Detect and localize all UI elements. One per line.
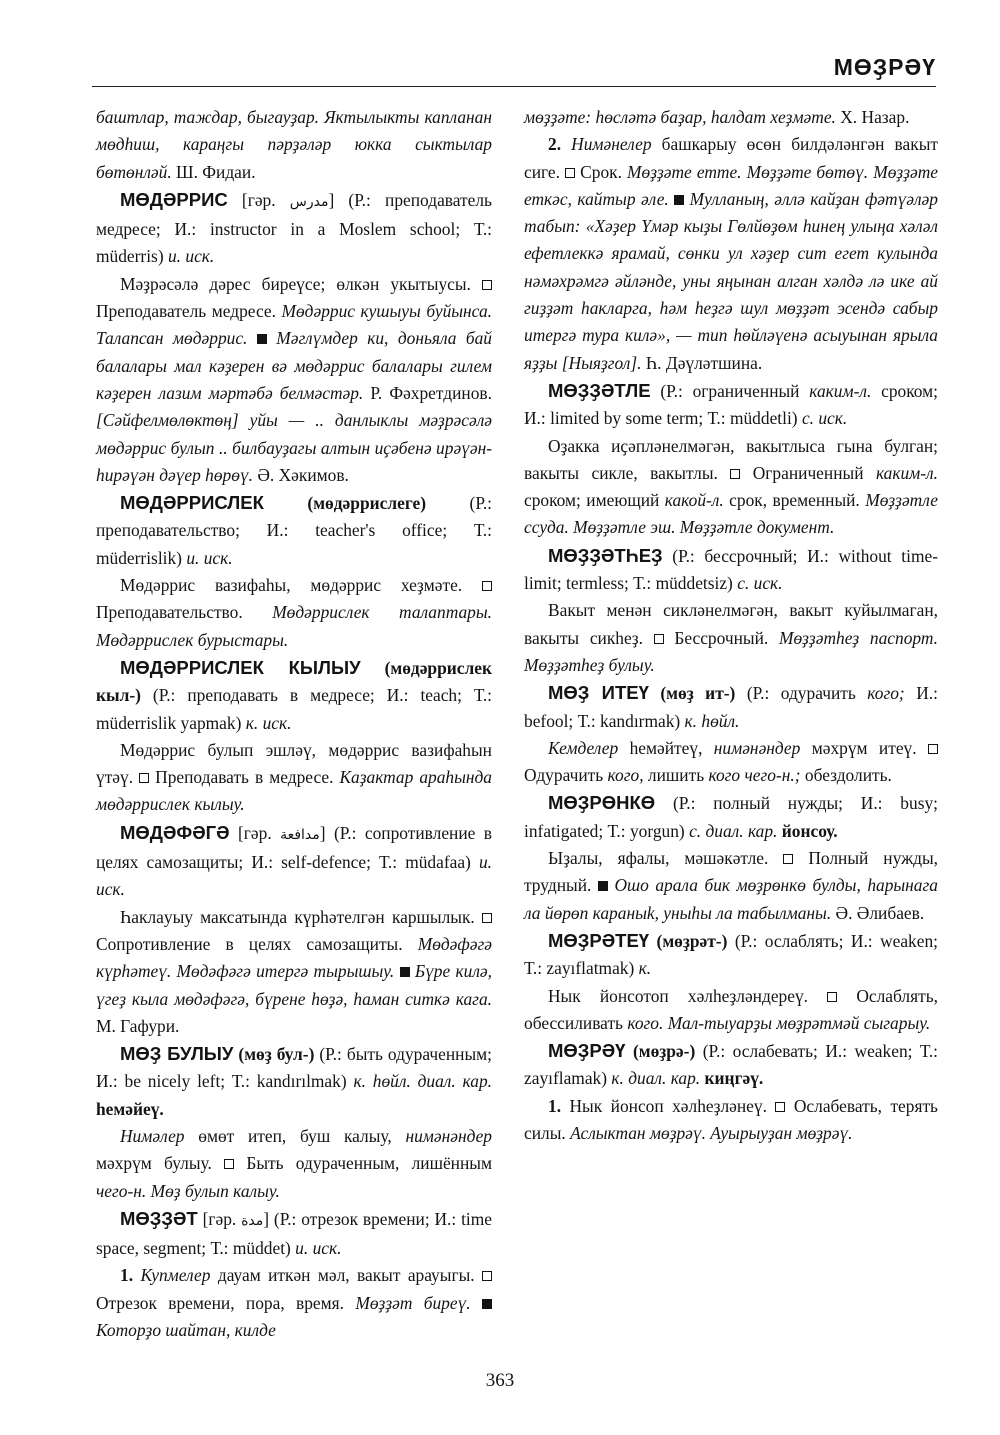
text-run: [гәр. bbox=[237, 822, 272, 843]
text-run: Ш. Фидаи. bbox=[176, 161, 256, 182]
text-run: Ә. Хәкимов. bbox=[257, 464, 349, 485]
text-run: и. иск. bbox=[167, 246, 215, 267]
text-run: ] (Р.: преподаватель медресе; И.: instructor in a Moslem school; Т.: müderris) bbox=[96, 189, 492, 267]
text-run: 2. bbox=[548, 134, 562, 155]
text-run: Быть одураченным, лишённым bbox=[246, 1153, 492, 1174]
headword: МӨДӘФӘГӘ bbox=[120, 821, 230, 843]
text-run: кого чего-н.; bbox=[708, 765, 801, 786]
text-run: өмөт итеп, буш калыу, bbox=[198, 1125, 392, 1146]
headword: МӨҘҘӘТ bbox=[120, 1207, 198, 1229]
headword: МӨҘҘӘТЛЕ bbox=[548, 379, 651, 401]
entry-mozzat bbox=[96, 1205, 492, 1263]
headword: МӨҘРӘҮ bbox=[548, 1040, 626, 1062]
text-run: (мөҙрә-) bbox=[632, 1041, 696, 1062]
definition bbox=[524, 845, 938, 927]
header-rule bbox=[92, 86, 936, 87]
square-marker-icon bbox=[482, 913, 492, 923]
text-run: Одурачить bbox=[524, 765, 604, 786]
entry-mudarrislek-kylyu bbox=[96, 654, 492, 737]
text-run: йонсоу. bbox=[781, 820, 838, 841]
text-run: Кемделер bbox=[548, 737, 619, 758]
text-run: Мәглүмдер ки, доньяла бай балалары мал кәҙерен вә мөдәррис балалары гилем кәҙерен лазим мәртәбә белмәстәр. bbox=[96, 328, 492, 403]
text-run: (Р.: полный нужды; И.: busy; infatigated; Т.: yorgun) bbox=[524, 793, 938, 841]
entry-mudarrislek bbox=[96, 489, 492, 572]
definition bbox=[96, 271, 492, 489]
arabic-etymon: مدافعة bbox=[280, 826, 320, 843]
text-run: Мөдәфәгә күрһәтеү. Мөдәфәгә итергә тырышыу. bbox=[96, 933, 492, 982]
text-run: Мөҙ булып калыу. bbox=[150, 1180, 280, 1201]
text-run: (Р.: ограниченный bbox=[660, 380, 800, 401]
text-run: срок, временный. bbox=[729, 490, 860, 511]
square-marker-icon bbox=[783, 854, 793, 864]
square-marker-icon bbox=[928, 744, 938, 754]
text-run: дауам иткән мәл, вакыт арауыгы. bbox=[217, 1265, 475, 1286]
definition bbox=[524, 597, 938, 679]
text-run: кого, bbox=[607, 765, 644, 786]
text-run: с. диал. кар. bbox=[689, 820, 778, 841]
definition bbox=[96, 1262, 492, 1344]
headword: МӨҘРӨНКӨ bbox=[548, 792, 656, 814]
entry-mudarris bbox=[96, 186, 492, 271]
headword: МӨҘРӘТЕҮ bbox=[548, 929, 650, 951]
entry-mozrau bbox=[524, 1037, 938, 1093]
entry-moz-iteu bbox=[524, 679, 938, 735]
text-run: Ә. Әлибаев. bbox=[835, 902, 925, 923]
text-run: Ыҙалы, яфалы, мәшәкәтле. bbox=[548, 848, 769, 869]
text-run: кого; bbox=[867, 683, 905, 704]
entry-mozzatle bbox=[524, 377, 938, 433]
text-run: Ослабевать, терять силы. bbox=[524, 1095, 938, 1143]
text-run: (мөҙ бул-) bbox=[238, 1044, 315, 1065]
text-run: Нык йонсоп хәлһеҙләнеү. bbox=[569, 1095, 767, 1116]
text-run: к. һөйл. bbox=[684, 710, 740, 731]
definition bbox=[96, 1123, 492, 1205]
text-run: Мәҙрәсәлә дәрес биреүсе; өлкән укытыусы. bbox=[120, 273, 471, 294]
entry-mudafaga bbox=[96, 819, 492, 904]
text-run: 1. bbox=[548, 1095, 562, 1116]
text-run: (Р.: ослабевать; И.: weaken; Т.: zayıflamak) bbox=[524, 1041, 938, 1089]
text-run: Каҙактар араһында мөдәррислек кылыу. bbox=[96, 767, 493, 815]
text-run: Мал-тыуарҙы мөҙрәтмәй сыгарыу. bbox=[667, 1012, 931, 1033]
definition bbox=[524, 131, 938, 377]
square-marker-icon bbox=[482, 581, 492, 591]
entry-mozrateu bbox=[524, 927, 938, 983]
headword: МӨДӘРРИС bbox=[120, 188, 228, 210]
text-run: каким-л. bbox=[875, 462, 938, 483]
text-run: Мөдәррис булып эшләү, мөдәррис вазифаһын үтәү. bbox=[96, 739, 492, 788]
text-run: к. диал. кар. bbox=[611, 1068, 701, 1089]
arabic-etymon: مدرس bbox=[289, 193, 329, 210]
text-run: мәхрүм булыу. bbox=[96, 1153, 212, 1174]
text-run: Һаклаyыу максатында күрһәтелгән каршылык. bbox=[120, 906, 475, 927]
text-run: Бессрочный. bbox=[674, 627, 769, 648]
text-run: сроком; И.: limited by some term; Т.: müddetli) bbox=[524, 380, 938, 429]
definition bbox=[96, 904, 492, 1040]
text-run: (мөдәррислек кыл-) bbox=[96, 657, 492, 706]
text-run: (мөҙ ит-) bbox=[660, 683, 736, 704]
text-run: Нимәлер bbox=[120, 1125, 185, 1146]
text-run: ] (Р.: отрезок времени; И.: time space, segment; Т.: müddet) bbox=[96, 1208, 492, 1259]
running-header: МӨҘРӘҮ bbox=[833, 54, 936, 80]
text-run: баштлар, таждар, быгауҙар. Яктылыкты капланан мөдһиш, караңгы пәрҙәләр юкка сыктылар бөтөнләй. bbox=[96, 107, 492, 182]
definition bbox=[524, 433, 938, 542]
text-run: киңгәү. bbox=[704, 1068, 764, 1089]
black-square-icon bbox=[482, 1299, 492, 1309]
square-marker-icon bbox=[775, 1102, 785, 1112]
text-run: (мөҙрәт-) bbox=[656, 930, 728, 951]
text-run: Х. Назар. bbox=[840, 107, 910, 127]
text-run: И.: befool; Т.: kandırmak) bbox=[524, 683, 938, 731]
text-run: башкарыу өсөн билдәләнгән вакыт сиге. bbox=[524, 134, 938, 182]
text-run: Мөҙҙәтһеҙ паспорт. Мөҙҙәтһеҙ булыу. bbox=[524, 627, 938, 675]
text-run: Ошо арала бик мөҙрөнкө булды, һарынага ла йөрөп караныk, уныһы ла табылманы. bbox=[524, 875, 938, 923]
headword: МӨҘ ИТЕҮ bbox=[548, 682, 649, 704]
text-run: [гәр. bbox=[202, 1208, 237, 1229]
text-run: Полный нужды, трудный. bbox=[524, 848, 938, 896]
left-column bbox=[96, 104, 492, 1344]
text-run: с. иск. bbox=[737, 573, 783, 594]
text-run: и. иск. bbox=[186, 547, 233, 568]
square-marker-icon bbox=[139, 773, 149, 783]
text-run: (мөдәррислеге) bbox=[307, 493, 427, 514]
text-run: к. иск. bbox=[245, 712, 292, 733]
text-run: Ослаблять, обессиливать bbox=[524, 985, 938, 1033]
black-square-icon bbox=[598, 881, 608, 891]
page-number: 363 bbox=[485, 1370, 515, 1391]
text-run: (Р.: быть одураченным; И.: be nicely left; Т.: kandırılmak) bbox=[96, 1044, 492, 1092]
text-run: [гәр. bbox=[241, 189, 276, 210]
text-run: 1. bbox=[120, 1265, 134, 1286]
text-run: Вакыт менән сикләнелмәгән, вакыт куйылмаган, вакыты сикһеҙ. bbox=[524, 600, 938, 648]
text-run: и. иск. bbox=[295, 1238, 342, 1259]
text-run: Купмелер bbox=[140, 1265, 211, 1286]
arabic-etymon: مدة bbox=[241, 1212, 264, 1229]
entry-mozzathez bbox=[524, 542, 938, 598]
text-run: какой-л. bbox=[664, 490, 724, 511]
text-run: к. bbox=[638, 958, 652, 979]
square-marker-icon bbox=[224, 1159, 234, 1169]
text-run: Нык йонсотоп хәлһеҙләндереү. bbox=[548, 985, 808, 1006]
text-run: нимәнәндер bbox=[405, 1125, 492, 1146]
text-run: сроком; имеющий bbox=[524, 490, 660, 511]
continued-quote bbox=[524, 104, 938, 131]
text-run: мөҙҙәте: һөсләтә баҙар, һалдат хеҙмәте. bbox=[524, 107, 836, 127]
text-run: Мөдәррис кушыуы буйынса. Талапсан мөдәррис. bbox=[96, 301, 492, 349]
text-run: Преподаватель медресе. bbox=[96, 301, 276, 322]
square-marker-icon bbox=[565, 168, 575, 178]
headword: МӨДӘРРИСЛЕК bbox=[120, 492, 264, 514]
square-marker-icon bbox=[730, 469, 740, 479]
black-square-icon bbox=[257, 334, 267, 344]
text-run: М. Гафури. bbox=[96, 1015, 180, 1036]
text-run: Мулланың, әллә кайҙан фәтүәләр табып: «Хәҙер Үмәр кыҙы Гөлйөҙөм һинең улыңа хәләл ефетлеккә ярамай, сөнки ул хәҙер сит егет кулында нәмәхрәмгә әйләнде, уны яңынан алган хәлдә лә ике ай гиҙҙәт һакларга, һәм һеҙгә шул мөҙҙәт эсендә сабыр итергә тура килә», — тип һөйләүенә асыуынан ярыла яҙҙы [Ныяҙгол]. bbox=[524, 188, 938, 373]
text-run: нимәнәндер bbox=[713, 737, 801, 758]
text-run: (Р.: преподавательство; И.: teacher's office; Т.: müderrislik) bbox=[96, 493, 492, 568]
text-run: Преподавательство. bbox=[96, 602, 243, 623]
text-run: мәхрүм итеү. bbox=[811, 737, 917, 758]
text-run: Мөҙҙәт биреү. bbox=[355, 1292, 471, 1313]
text-run: каким-л. bbox=[809, 380, 872, 401]
headword: МӨДӘРРИСЛЕК КЫЛЫУ bbox=[120, 656, 361, 678]
text-run: [Сәйфелмөлөктөң] уйы — .. данлыклы мәҙрәсәлә мөдәррис булып .. билбауҙагы алтын иҫәбенә ирәүән-һирәүән дәүер һөрөү. bbox=[96, 410, 492, 485]
text-run: Сопротивление в целях самозащиты. bbox=[96, 933, 403, 954]
text-run: Бүре килә, үгеҙ кыла мөдәфәгә, бүрене һөҙә, һаман ситкә кага. bbox=[96, 961, 492, 1009]
square-marker-icon bbox=[654, 634, 664, 644]
text-run: и. иск. bbox=[96, 852, 492, 900]
text-run: Р. Фәхретдинов. bbox=[370, 382, 492, 403]
definition bbox=[524, 1093, 938, 1148]
headword: МӨҘ БУЛЫУ bbox=[120, 1043, 234, 1065]
text-run: Һ. Дәүләтшина. bbox=[645, 352, 763, 373]
text-run: (Р.: преподавать в медресе; И.: teach; Т.: müderrislik yapmak) bbox=[96, 685, 492, 733]
text-run: Мөҙҙәте етте. Мөҙҙәте бөтөү. Мөҙҙәте еткәс, кайтыр әле. bbox=[524, 161, 938, 209]
text-run: Мөҙҙәтле ссуда. Мөҙҙәтле эш. Мөҙҙәтле документ. bbox=[524, 490, 938, 538]
headword: МӨҘҘӘТҺЕҘ bbox=[548, 544, 663, 566]
text-run: Мөдәррислек талаптары. Мөдәррислек бурыстары. bbox=[96, 602, 492, 650]
definition bbox=[524, 735, 938, 790]
black-square-icon bbox=[400, 967, 410, 977]
text-run: (Р.: ослаблять; И.: weaken; Т.: zayıflatmak) bbox=[524, 930, 939, 979]
square-marker-icon bbox=[482, 280, 492, 290]
text-run: лишить bbox=[647, 765, 705, 786]
right-column bbox=[524, 104, 938, 1147]
text-run: обездолить. bbox=[804, 765, 892, 786]
entry-moz-bulyu bbox=[96, 1040, 492, 1123]
text-run: Нимәнелер bbox=[571, 134, 652, 155]
text-run: ] (Р.: сопротивление в целях самозащиты; И.: self-defence; Т.: müdafaa) bbox=[96, 822, 492, 873]
definition bbox=[96, 572, 492, 654]
continued-quote bbox=[96, 104, 492, 186]
text-run: с. иск. bbox=[801, 408, 848, 429]
text-run: һемәйеү. bbox=[96, 1098, 164, 1119]
text-run: Срок. bbox=[580, 161, 622, 182]
text-run: (Р.: одурачить bbox=[746, 683, 856, 704]
entry-mozronko bbox=[524, 789, 938, 845]
text-run: Мөдәррис вазифаһы, мөдәррис хеҙмәте. bbox=[120, 575, 463, 596]
definition bbox=[96, 737, 492, 819]
text-run: Отрезок времени, пора, время. bbox=[96, 1292, 344, 1313]
text-run: Преподавать в медресе. bbox=[155, 767, 334, 788]
text-run: Оҙакка иҫәпләнелмәгән, вакытлыса гына булган; вакыты сикле, вакытлы. bbox=[524, 435, 938, 483]
square-marker-icon bbox=[482, 1271, 492, 1281]
text-run: һемәйтеү, bbox=[629, 737, 703, 758]
text-run: кого. bbox=[627, 1012, 664, 1033]
text-run: Аслыктан мөҙрәү. Ауырыуҙан мөҙрәү. bbox=[570, 1122, 853, 1143]
text-run: к. һөйл. диал. кар. bbox=[353, 1071, 492, 1092]
text-run: (Р.: бессрочный; И.: without time-limit; termless; Т.: müddetsiz) bbox=[524, 545, 938, 594]
black-square-icon bbox=[674, 195, 684, 205]
text-run: чего-н. bbox=[96, 1180, 147, 1201]
square-marker-icon bbox=[827, 992, 837, 1002]
text-run: Ограниченный bbox=[752, 462, 864, 483]
definition bbox=[524, 983, 938, 1038]
text-run: Которҙо шайтан, килде bbox=[96, 1320, 276, 1341]
